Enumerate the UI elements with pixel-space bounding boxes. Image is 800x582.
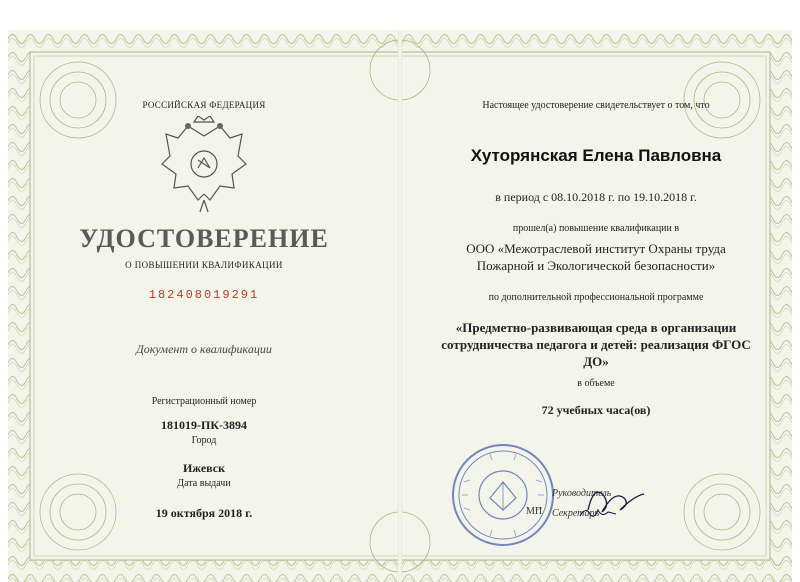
document-title: УДОСТОВЕРЕНИЕ xyxy=(79,224,329,253)
secretary-label: Секретарь xyxy=(552,508,600,519)
serial-number: 182408019291 xyxy=(148,288,260,302)
organization-line-2: Пожарной и Экологической безопасности» xyxy=(476,258,716,273)
issue-date-label: Дата выдачи xyxy=(177,478,231,489)
holder-name: Хуторянская Елена Павловна xyxy=(470,146,722,165)
left-page xyxy=(8,30,400,582)
volume-label: в объеме xyxy=(577,378,615,389)
program-line-3: ДО» xyxy=(583,354,609,369)
program-label: по дополнительной профессиональной программе xyxy=(488,292,704,303)
round-seal-stamp xyxy=(450,442,556,548)
completion-text: прошел(а) повышение квалификации в xyxy=(512,223,680,234)
organization-line-1: ООО «Межотраслевой институт Охраны труда xyxy=(466,241,726,256)
secretary-signature xyxy=(578,502,618,524)
stamp-place-marker: МП xyxy=(526,506,543,517)
program-line-2: сотрудничества педагога и детей: реализация ФГОС xyxy=(441,337,751,352)
registration-label: Регистрационный номер xyxy=(151,396,257,407)
issuer-country: РОССИЙСКАЯ ФЕДЕРАЦИЯ xyxy=(142,100,266,110)
issue-date: 19 октября 2018 г. xyxy=(155,506,253,520)
training-period: в период с 08.10.2018 г. по 19.10.2018 г. xyxy=(495,190,697,204)
coat-of-arms-emblem xyxy=(158,116,250,216)
volume-hours: 72 учебных часа(ов) xyxy=(541,403,651,417)
document-type: Документ о квалификации xyxy=(136,342,272,356)
document-subtitle: О ПОВЫШЕНИИ КВАЛИФИКАЦИИ xyxy=(125,260,283,270)
right-page xyxy=(400,30,792,582)
intro-text: Настоящее удостоверение свидетельствует о том, что xyxy=(482,100,710,111)
program-line-1: «Предметно-развивающая среда в организации xyxy=(455,320,737,335)
city-value: Ижевск xyxy=(182,461,226,475)
director-label: Руководитель xyxy=(552,488,612,499)
city-label: Город xyxy=(191,435,217,446)
registration-number: 181019-ПК-3894 xyxy=(160,418,248,432)
